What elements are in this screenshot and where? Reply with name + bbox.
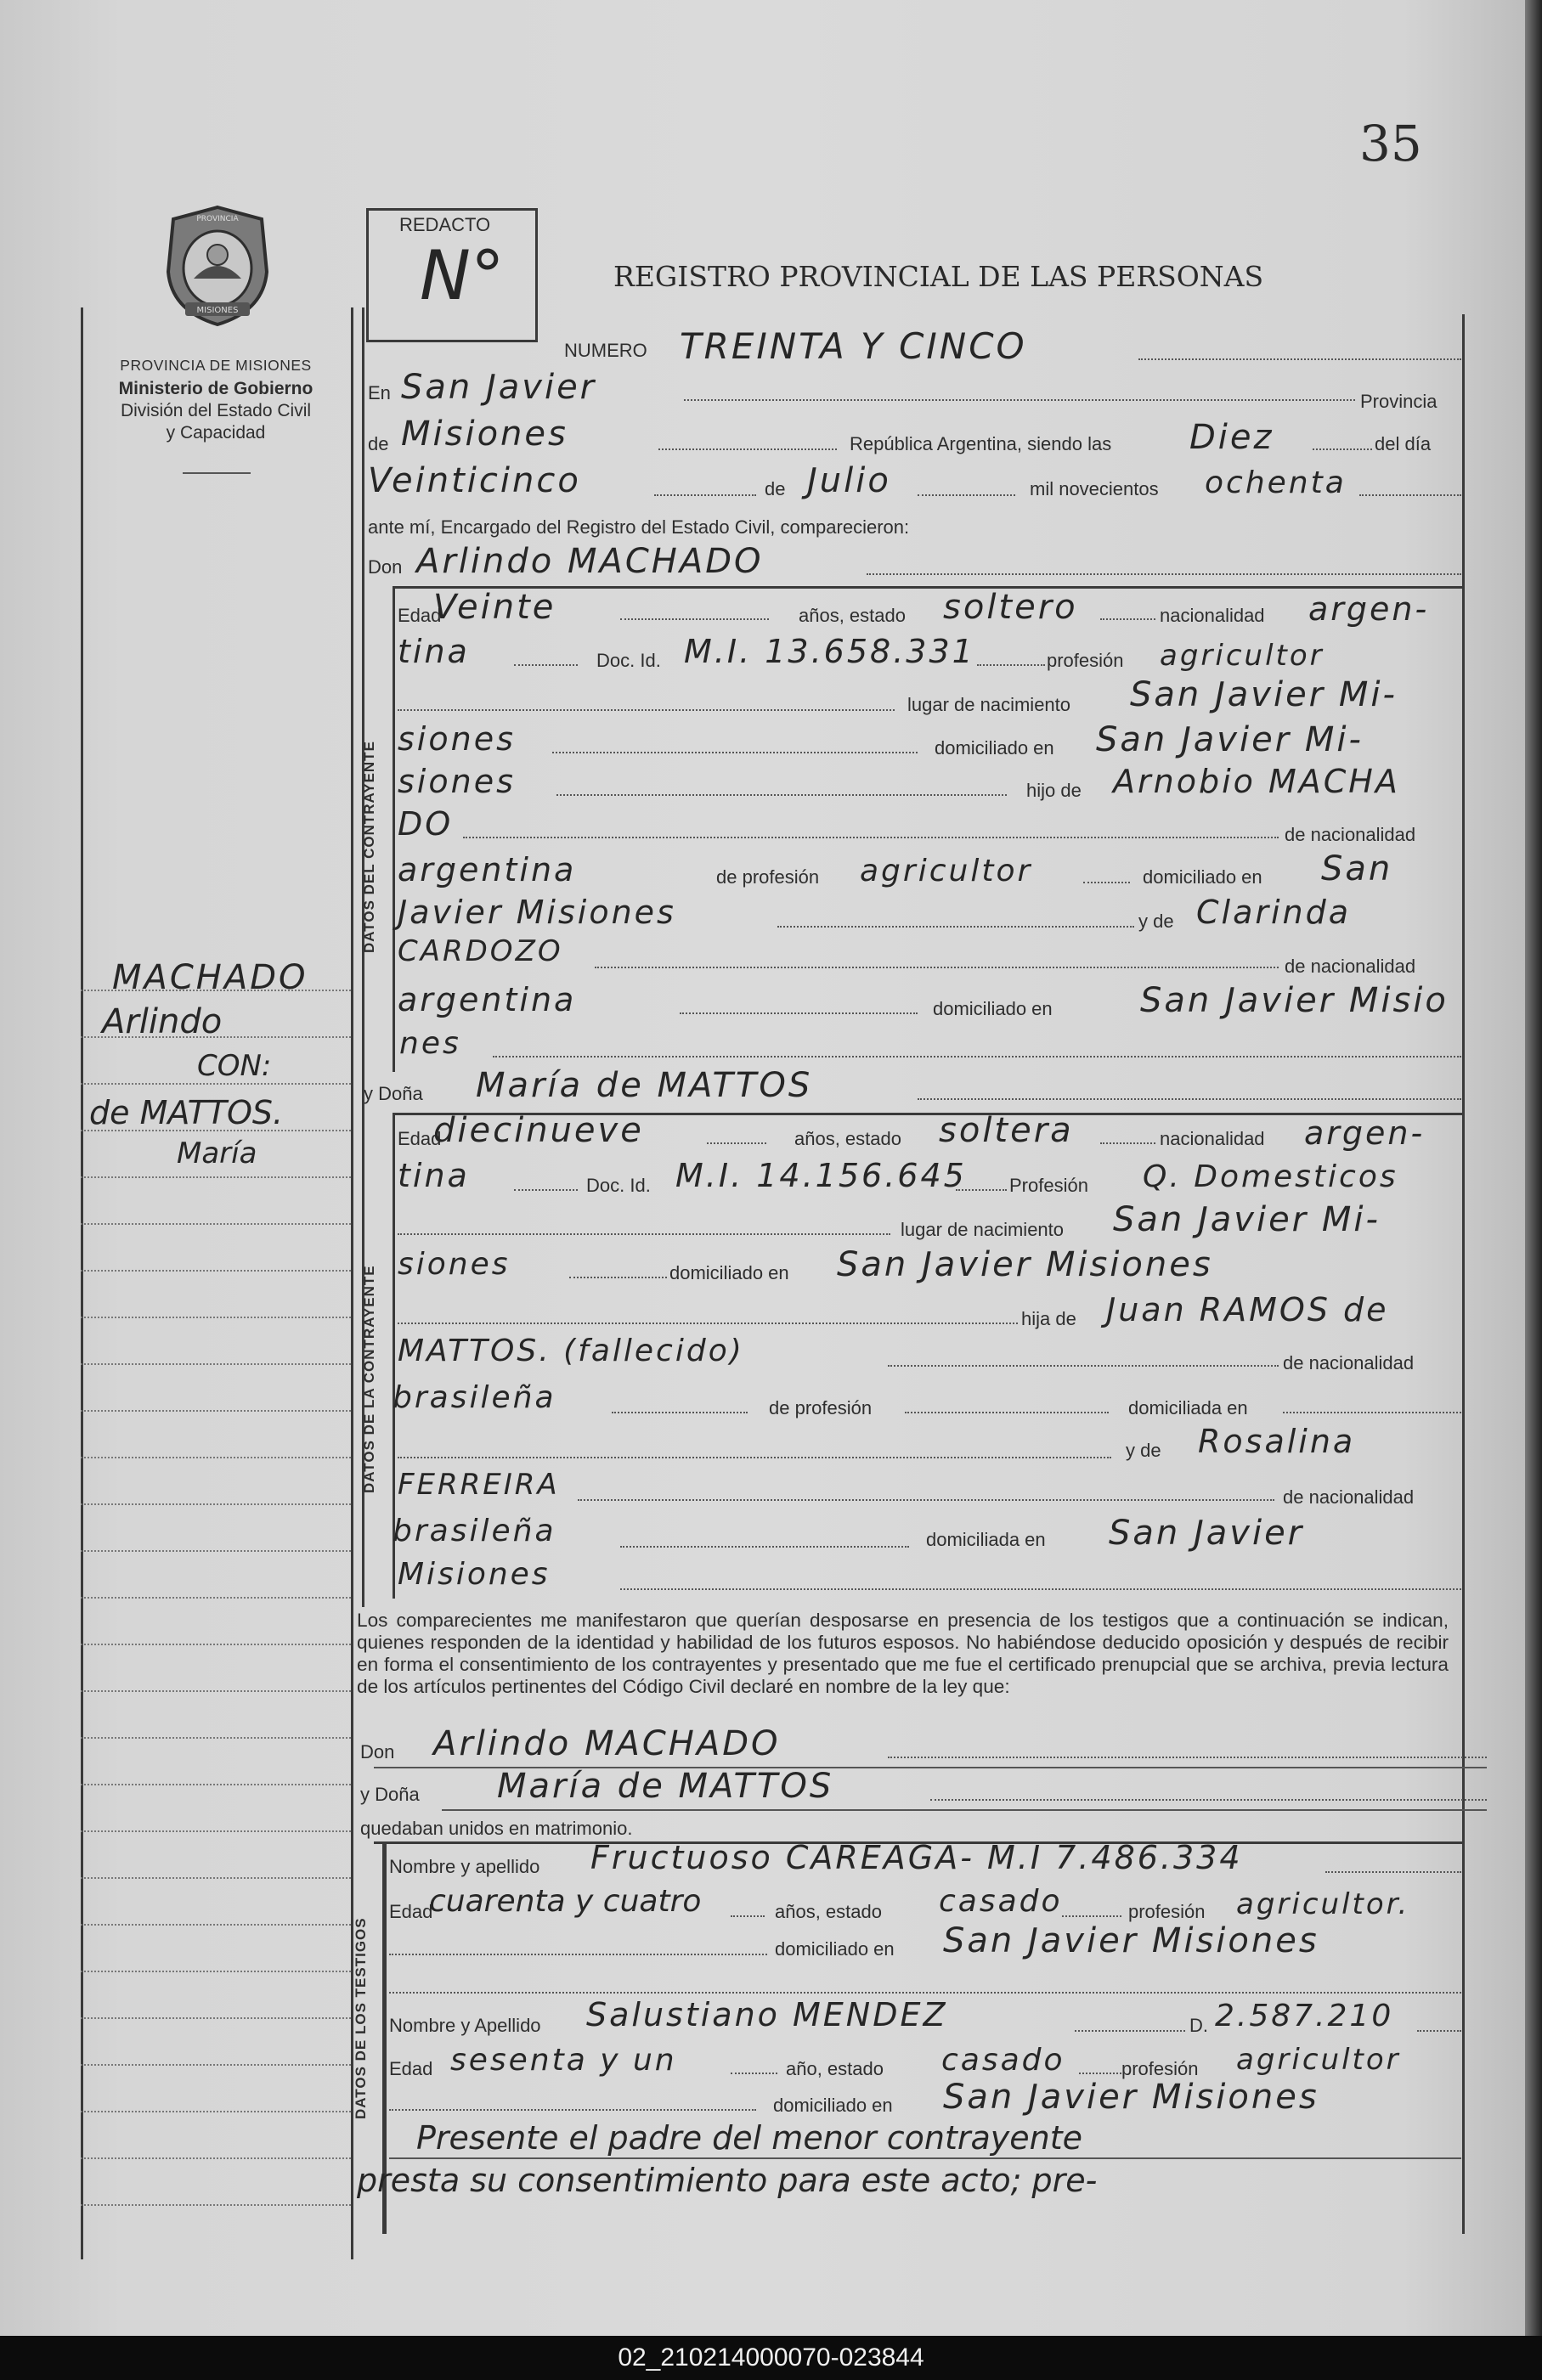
t2-estado: casado: [941, 2043, 1065, 2078]
t2-prof: agricultor: [1236, 2043, 1401, 2077]
t2-prof-label: profesión: [1121, 2058, 1199, 2079]
t2-doc-label: D.: [1189, 2015, 1208, 2036]
de-mes-label: de: [765, 478, 786, 499]
t1-edad: cuarenta y cuatro: [429, 1884, 702, 1919]
anio-value: ochenta: [1205, 465, 1347, 500]
anos-label: años, estado: [799, 605, 906, 626]
t2-dom: San Javier Misiones: [943, 2078, 1319, 2117]
lugar-label: lugar de nacimiento: [907, 694, 1071, 715]
contrayente-doc: M.I. 13.658.331: [684, 633, 975, 670]
c2-domic-label: domiciliado en: [669, 1262, 789, 1283]
contrayenta-madre-dom-b: Misiones: [398, 1557, 551, 1592]
doc-label: Doc. Id.: [596, 650, 661, 671]
dia-value: Veinticinco: [368, 461, 581, 500]
contrayenta-madre-nac: brasileña: [393, 1514, 556, 1548]
c2-anos-label: años, estado: [794, 1128, 901, 1149]
c2-profesion-label: Profesión: [1009, 1175, 1088, 1196]
republica-label: República Argentina, siendo las: [850, 433, 1112, 454]
page-edge: [1525, 0, 1542, 2336]
c2-edad-label: Edad: [398, 1128, 442, 1149]
t1-nombre-label: Nombre y apellido: [389, 1856, 540, 1877]
contrayenta-madre-a: Rosalina: [1198, 1423, 1356, 1460]
contrayente-madre-b: CARDOZO: [398, 934, 563, 968]
t1-estado: casado: [939, 1884, 1063, 1919]
contrayenta-padre-b: MATTOS. (fallecido): [398, 1334, 744, 1368]
contrayente-profesion: agricultor: [1160, 639, 1325, 673]
en-label: En: [368, 382, 391, 403]
numero-label: NUMERO: [564, 340, 647, 361]
contrayente-name: Arlindo MACHADO: [416, 542, 764, 581]
decl-dona-label: y Doña: [360, 1784, 420, 1805]
de-prof-label: de profesión: [716, 866, 820, 888]
contrayenta-lugar-a: San Javier Mi-: [1113, 1200, 1381, 1239]
contrayenta-estado: soltera: [939, 1111, 1074, 1150]
contrayente-lugar-b: siones: [398, 720, 516, 758]
don-label: Don: [368, 556, 403, 578]
t1-dom-label: domiciliado en: [775, 1938, 895, 1960]
redacto-label: REDACTO: [399, 214, 491, 235]
contrayente-estado: soltero: [943, 588, 1078, 627]
sidebar-divider: [183, 472, 251, 474]
provincial-seal: [160, 202, 275, 330]
t1-prof-label: profesión: [1128, 1901, 1206, 1922]
padre-dom-label: domiciliado en: [1143, 866, 1262, 888]
contrayente-nac-b: tina: [398, 633, 470, 670]
numero-value: TREINTA Y CINCO: [680, 325, 1027, 367]
edad-label: Edad: [398, 605, 442, 626]
mil-label: mil novecientos: [1030, 478, 1159, 499]
sidebar-capacity: y Capacidad: [166, 423, 266, 443]
margin-note-con: CON:: [197, 1049, 272, 1083]
margin-note-name: Arlindo: [102, 1002, 223, 1041]
madre-nac-label: de nacionalidad: [1285, 956, 1416, 977]
page-number: 35: [1359, 115, 1422, 172]
t1-edad-label: Edad: [389, 1901, 433, 1922]
c2-lugar-label: lugar de nacimiento: [901, 1219, 1065, 1240]
c2-y-de-label: y de: [1126, 1440, 1161, 1461]
madre-dom-label: domiciliado en: [933, 998, 1053, 1019]
testigos-section-label: DATOS DE LOS TESTIGOS: [353, 1917, 369, 2119]
c2-padre-dom-label: domiciliada en: [1128, 1397, 1248, 1418]
contrayenta-padre-a: Juan RAMOS de: [1106, 1291, 1389, 1328]
sidebar-province: PROVINCIA DE MISIONES: [120, 357, 312, 374]
notes-line-1: Presente el padre del menor contrayente: [416, 2119, 1082, 2157]
t2-anos-label: año, estado: [786, 2058, 884, 2079]
de-label: de: [368, 433, 389, 454]
c2-de-nac-label: de nacionalidad: [1283, 1352, 1415, 1373]
contrayenta-domic: San Javier Misiones: [837, 1245, 1213, 1284]
contrayente-padre-dom-b: Javier Misiones: [398, 894, 676, 931]
contrayenta-lugar-b: siones: [398, 1247, 511, 1282]
t1-prof: agricultor.: [1236, 1887, 1410, 1921]
contrayente-padre-nac: argentina: [398, 851, 577, 888]
notes-line-2: presta su consentimiento para este acto; pre-: [357, 2162, 1098, 2199]
t1-anos-label: años, estado: [775, 1901, 882, 1922]
contrayente-madre-a: Clarinda: [1196, 894, 1352, 931]
contrayente-domic-a: San Javier Mi-: [1096, 720, 1364, 759]
c2-nac-label: nacionalidad: [1160, 1128, 1265, 1149]
profesion-label: profesión: [1047, 650, 1124, 671]
contrayenta-section-label: DATOS DE LA CONTRAYENTE: [361, 1265, 377, 1493]
c2-doc-label: Doc. Id.: [586, 1175, 651, 1196]
decl-unidos: quedaban unidos en matrimonio.: [360, 1818, 633, 1839]
t2-nombre: Salustiano MENDEZ: [586, 1996, 948, 2033]
declaration-paragraph: Los comparecientes me manifestaron que querían desposarse en presencia de los testigos que a continuación se indican, quienes responden de la identidad y habilidad de los futuros esposos. No habiéndose deducido oposición y después de recibir en forma el consentimiento de los contrayentes y presentado que me fue el certificado prenupcial que se archiva, previa lectura de los artículos pertinentes del Código Civil declaré en nombre de la ley que:: [357, 1610, 1449, 1697]
margin-note-name2: María: [177, 1136, 257, 1170]
hija-label: hija de: [1021, 1308, 1076, 1329]
svg-text:PROVINCIA: PROVINCIA: [196, 215, 239, 223]
left-border: [81, 307, 83, 2259]
redacto-mark: N°: [420, 236, 505, 315]
t1-dom: San Javier Misiones: [943, 1921, 1319, 1960]
contrayenta-profesion: Q. Domesticos: [1143, 1159, 1398, 1194]
contrayente-madre-dom-b: nes: [399, 1026, 461, 1061]
contrayente-lugar-a: San Javier Mi-: [1130, 675, 1398, 714]
registry-title: REGISTRO PROVINCIAL DE LAS PERSONAS: [613, 260, 1264, 293]
contrayente-domic-b: siones: [398, 763, 516, 800]
de-nac-label: de nacionalidad: [1285, 824, 1416, 845]
contrayente-nac-a: argen-: [1308, 590, 1430, 628]
y-de-label: y de: [1138, 911, 1174, 932]
nac-label: nacionalidad: [1160, 605, 1265, 626]
contrayente-madre-nac: argentina: [398, 981, 577, 1018]
contrayenta-padre-nac: brasileña: [393, 1380, 556, 1415]
provincia-label: Provincia: [1360, 391, 1438, 412]
en-value: San Javier: [401, 368, 597, 407]
domic-label: domiciliado en: [935, 737, 1054, 759]
contrayenta-madre-b: FERREIRA: [398, 1468, 560, 1502]
del-dia-label: del día: [1375, 433, 1432, 454]
contrayenta-doc: M.I. 14.156.645: [675, 1157, 967, 1194]
c2-madre-dom-label: domiciliada en: [926, 1529, 1046, 1550]
image-identifier: 02_210214000070-023844: [0, 2336, 1542, 2380]
t2-doc: 2.587.210: [1215, 1999, 1394, 2033]
t2-edad-label: Edad: [389, 2058, 433, 2079]
hora-value: Diez: [1189, 418, 1274, 457]
contrayente-padre-dom-a: San: [1321, 849, 1393, 888]
c2-de-prof-label: de profesión: [769, 1397, 873, 1418]
contrayente-padre-a: Arnobio MACHA: [1113, 763, 1400, 800]
contrayente-section-label: DATOS DEL CONTRAYENTE: [361, 741, 377, 953]
provincia-value: Misiones: [401, 415, 568, 454]
contrayenta-edad: diecinueve: [433, 1111, 644, 1150]
c2-madre-nac-label: de nacionalidad: [1283, 1486, 1415, 1508]
contrayente-padre-b: DO: [398, 805, 454, 843]
decl-don-label: Don: [360, 1741, 395, 1762]
sidebar-ministry: Ministerio de Gobierno: [118, 379, 313, 398]
margin-note-surname: MACHADO: [112, 958, 308, 997]
contrayenta-nac-b: tina: [398, 1157, 470, 1194]
margin-note-surname2: de MATTOS.: [89, 1094, 284, 1131]
t1-nombre: Fructuoso CAREAGA- M.I 7.486.334: [590, 1839, 1243, 1876]
svg-text:MISIONES: MISIONES: [196, 306, 239, 315]
contrayenta-nac-a: argen-: [1304, 1114, 1426, 1152]
dona-label: y Doña: [364, 1083, 423, 1104]
mes-value: Julio: [807, 461, 891, 500]
redacto-box: [366, 208, 538, 342]
decl-dona-value: María de MATTOS: [497, 1767, 834, 1806]
contrayente-madre-dom-a: San Javier Misio: [1140, 981, 1449, 1020]
contrayenta-name: María de MATTOS: [476, 1066, 813, 1105]
hijo-label: hijo de: [1026, 780, 1082, 801]
ante-label: ante mí, Encargado del Registro del Estado Civil, comparecieron:: [368, 516, 910, 538]
main-right-border: [1462, 314, 1465, 2234]
decl-don-value: Arlindo MACHADO: [433, 1724, 781, 1763]
sidebar-division: División del Estado Civil: [120, 401, 312, 420]
t2-nombre-label: Nombre y Apellido: [389, 2015, 541, 2036]
contrayenta-madre-dom-a: San Javier: [1109, 1514, 1305, 1553]
t2-edad: sesenta y un: [450, 2043, 677, 2078]
contrayente-padre-prof: agricultor: [860, 854, 1033, 888]
t2-dom-label: domiciliado en: [773, 2095, 893, 2116]
contrayente-edad: Veinte: [433, 588, 556, 627]
